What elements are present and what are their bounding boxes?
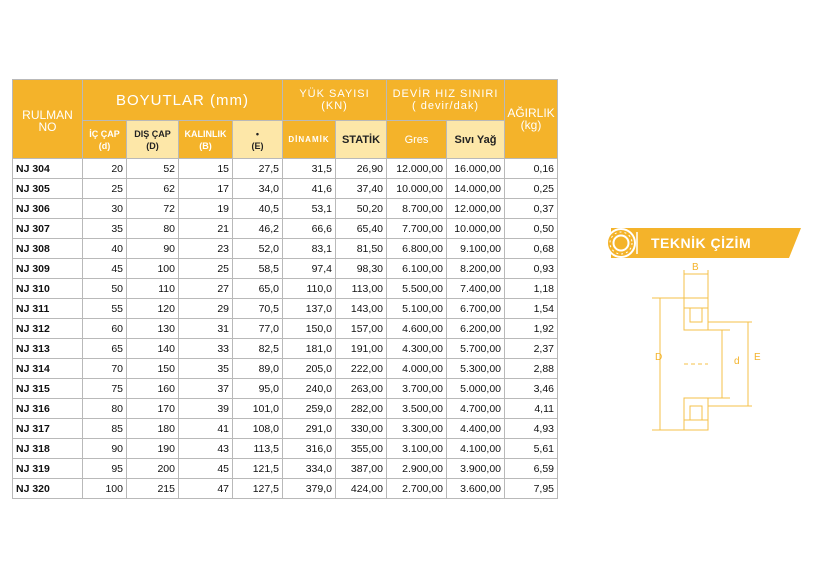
table-cell: 3.700,00 (387, 379, 447, 399)
bearing-name-cell: NJ 317 (13, 419, 83, 439)
label-outer-diameter: D (655, 352, 663, 363)
table-cell: 65,40 (336, 219, 387, 239)
table-cell: 41,6 (283, 179, 336, 199)
table-cell: 25 (179, 259, 233, 279)
table-cell: 66,6 (283, 219, 336, 239)
table-cell: 6.800,00 (387, 239, 447, 259)
table-cell: 0,37 (505, 199, 558, 219)
table-cell: 65,0 (233, 279, 283, 299)
table-cell: 60 (83, 319, 127, 339)
table-cell: 8.200,00 (447, 259, 505, 279)
table-cell: 15 (179, 159, 233, 179)
table-row (13, 459, 558, 479)
table-cell: 9.100,00 (447, 239, 505, 259)
table-cell: 6.200,00 (447, 319, 505, 339)
table-cell: 191,00 (336, 339, 387, 359)
table-cell: 70 (83, 359, 127, 379)
table-row (13, 299, 558, 319)
table-cell: 27 (179, 279, 233, 299)
header-yuk-sayisi: YÜK SAYISI (KN) (283, 80, 387, 121)
table-row (13, 179, 558, 199)
table-cell: 316,0 (283, 439, 336, 459)
table-row (13, 419, 558, 439)
table-cell: 27,5 (233, 159, 283, 179)
table-cell: 70,5 (233, 299, 283, 319)
table-cell: 4.300,00 (387, 339, 447, 359)
table-cell: 21 (179, 219, 233, 239)
table-cell: 47 (179, 479, 233, 499)
table-cell: 37 (179, 379, 233, 399)
table-cell: 20 (83, 159, 127, 179)
header-dinamik: DİNAMİK (283, 121, 336, 159)
table-cell: 43 (179, 439, 233, 459)
table-row (13, 319, 558, 339)
table-cell: 5.000,00 (447, 379, 505, 399)
table-cell: 33 (179, 339, 233, 359)
header-rulman-no: RULMAN NO (13, 80, 83, 159)
table-cell: 5.300,00 (447, 359, 505, 379)
table-row (13, 239, 558, 259)
table-cell: 1,54 (505, 299, 558, 319)
table-cell: 30 (83, 199, 127, 219)
table-cell: 160 (127, 379, 179, 399)
header-ic-cap: İÇ ÇAP (d) (83, 121, 127, 159)
table-cell: 10.000,00 (387, 179, 447, 199)
table-cell: 143,00 (336, 299, 387, 319)
header-statik: STATİK (336, 121, 387, 159)
table-row (13, 159, 558, 179)
bearing-name-cell: NJ 315 (13, 379, 83, 399)
table-cell: 65 (83, 339, 127, 359)
table-cell: 100 (83, 479, 127, 499)
table-cell: 150,0 (283, 319, 336, 339)
table-cell: 81,50 (336, 239, 387, 259)
table-cell: 110 (127, 279, 179, 299)
table-cell: 1,92 (505, 319, 558, 339)
table-cell: 113,5 (233, 439, 283, 459)
table-cell: 5.700,00 (447, 339, 505, 359)
table-cell: 180 (127, 419, 179, 439)
table-cell: 379,0 (283, 479, 336, 499)
table-cell: 2,88 (505, 359, 558, 379)
table-cell: 50,20 (336, 199, 387, 219)
table-cell: 4.600,00 (387, 319, 447, 339)
table-cell: 77,0 (233, 319, 283, 339)
table-cell: 16.000,00 (447, 159, 505, 179)
table-cell: 80 (127, 219, 179, 239)
table-cell: 37,40 (336, 179, 387, 199)
table-cell: 7.400,00 (447, 279, 505, 299)
bearing-name-cell: NJ 308 (13, 239, 83, 259)
table-cell: 3.100,00 (387, 439, 447, 459)
table-cell: 39 (179, 399, 233, 419)
table-cell: 222,00 (336, 359, 387, 379)
header-boyutlar: BOYUTLAR (mm) (83, 80, 283, 121)
table-cell: 98,30 (336, 259, 387, 279)
label-b: B (692, 262, 699, 273)
bearing-name-cell: NJ 304 (13, 159, 83, 179)
table-cell: 45 (83, 259, 127, 279)
table-cell: 2.700,00 (387, 479, 447, 499)
table-cell: 150 (127, 359, 179, 379)
table-cell: 137,0 (283, 299, 336, 319)
table-cell: 3.600,00 (447, 479, 505, 499)
table-cell: 95 (83, 459, 127, 479)
table-cell: 26,90 (336, 159, 387, 179)
table-cell: 17 (179, 179, 233, 199)
table-cell: 19 (179, 199, 233, 219)
table-cell: 108,0 (233, 419, 283, 439)
table-cell: 5,61 (505, 439, 558, 459)
table-cell: 130 (127, 319, 179, 339)
table-cell: 0,25 (505, 179, 558, 199)
table-cell: 83,1 (283, 239, 336, 259)
table-cell: 52,0 (233, 239, 283, 259)
table-row (13, 199, 558, 219)
table-cell: 53,1 (283, 199, 336, 219)
table-cell: 55 (83, 299, 127, 319)
table-cell: 0,50 (505, 219, 558, 239)
table-cell: 82,5 (233, 339, 283, 359)
table-cell: 90 (127, 239, 179, 259)
table-cell: 85 (83, 419, 127, 439)
teknik-cizim-badge (603, 228, 803, 258)
bearing-name-cell: NJ 316 (13, 399, 83, 419)
bearing-name-cell: NJ 320 (13, 479, 83, 499)
table-cell: 6.100,00 (387, 259, 447, 279)
badge-title: TEKNİK ÇİZİM (651, 235, 752, 251)
table-cell: 34,0 (233, 179, 283, 199)
table-cell: 355,00 (336, 439, 387, 459)
table-cell: 127,5 (233, 479, 283, 499)
table-cell: 121,5 (233, 459, 283, 479)
table-cell: 5.500,00 (387, 279, 447, 299)
bearing-spec-table (12, 79, 558, 499)
table-cell: 12.000,00 (447, 199, 505, 219)
header-dis-cap: DIŞ ÇAP (D) (127, 121, 179, 159)
table-row (13, 359, 558, 379)
table-cell: 41 (179, 419, 233, 439)
table-cell: 3,46 (505, 379, 558, 399)
table-cell: 4,11 (505, 399, 558, 419)
table-cell: 200 (127, 459, 179, 479)
header-devir-hiz: DEVİR HIZ SINIRI ( devir/dak) (387, 80, 505, 121)
table-row (13, 379, 558, 399)
table-cell: 31 (179, 319, 233, 339)
table-cell: 97,4 (283, 259, 336, 279)
label-inner-diameter: d (734, 356, 740, 367)
table-cell: 72 (127, 199, 179, 219)
bearing-name-cell: NJ 319 (13, 459, 83, 479)
technical-drawing (650, 262, 761, 436)
table-cell: 6.700,00 (447, 299, 505, 319)
table-cell: 101,0 (233, 399, 283, 419)
table-cell: 8.700,00 (387, 199, 447, 219)
table-cell: 10.000,00 (447, 219, 505, 239)
table-cell: 45 (179, 459, 233, 479)
table-cell: 50 (83, 279, 127, 299)
table-row (13, 279, 558, 299)
bearing-name-cell: NJ 310 (13, 279, 83, 299)
table-cell: 6,59 (505, 459, 558, 479)
table-row (13, 259, 558, 279)
header-e: • (E) (233, 121, 283, 159)
table-cell: 215 (127, 479, 179, 499)
bearing-name-cell: NJ 305 (13, 179, 83, 199)
table-cell: 181,0 (283, 339, 336, 359)
table-cell: 282,00 (336, 399, 387, 419)
table-cell: 2.900,00 (387, 459, 447, 479)
table-row (13, 399, 558, 419)
table-cell: 1,18 (505, 279, 558, 299)
table-body (13, 159, 558, 499)
table-cell: 205,0 (283, 359, 336, 379)
bearing-name-cell: NJ 311 (13, 299, 83, 319)
table-cell: 2,37 (505, 339, 558, 359)
table-cell: 263,00 (336, 379, 387, 399)
table-cell: 334,0 (283, 459, 336, 479)
table-cell: 0,68 (505, 239, 558, 259)
table-row (13, 439, 558, 459)
bearing-name-cell: NJ 314 (13, 359, 83, 379)
table-cell: 31,5 (283, 159, 336, 179)
bearing-name-cell: NJ 306 (13, 199, 83, 219)
table-cell: 89,0 (233, 359, 283, 379)
table-cell: 46,2 (233, 219, 283, 239)
table-cell: 58,5 (233, 259, 283, 279)
bearing-name-cell: NJ 312 (13, 319, 83, 339)
table-cell: 259,0 (283, 399, 336, 419)
table-cell: 110,0 (283, 279, 336, 299)
table-cell: 330,00 (336, 419, 387, 439)
table-row (13, 479, 558, 499)
table-row (13, 339, 558, 359)
table-cell: 90 (83, 439, 127, 459)
table-cell: 0,16 (505, 159, 558, 179)
table-cell: 170 (127, 399, 179, 419)
table-cell: 3.500,00 (387, 399, 447, 419)
table-cell: 29 (179, 299, 233, 319)
table-cell: 140 (127, 339, 179, 359)
table-cell: 4.400,00 (447, 419, 505, 439)
table-cell: 62 (127, 179, 179, 199)
header-agirlik: AĞIRLIK (kg) (505, 80, 558, 159)
header-kalinlik: KALINLIK (B) (179, 121, 233, 159)
header-gres: Gres (387, 121, 447, 159)
table-cell: 35 (83, 219, 127, 239)
table-cell: 4,93 (505, 419, 558, 439)
table-cell: 4.700,00 (447, 399, 505, 419)
table-cell: 7.700,00 (387, 219, 447, 239)
table-cell: 157,00 (336, 319, 387, 339)
table-cell: 95,0 (233, 379, 283, 399)
table-cell: 40 (83, 239, 127, 259)
table-cell: 0,93 (505, 259, 558, 279)
table-cell: 7,95 (505, 479, 558, 499)
bearing-name-cell: NJ 313 (13, 339, 83, 359)
table-cell: 240,0 (283, 379, 336, 399)
label-e: E (754, 352, 761, 363)
table-cell: 12.000,00 (387, 159, 447, 179)
table-cell: 3.900,00 (447, 459, 505, 479)
table-cell: 5.100,00 (387, 299, 447, 319)
table-cell: 35 (179, 359, 233, 379)
header-sivi-yag: Sıvı Yağ (447, 121, 505, 159)
table-cell: 23 (179, 239, 233, 259)
bearing-name-cell: NJ 307 (13, 219, 83, 239)
table-cell: 387,00 (336, 459, 387, 479)
table-cell: 4.100,00 (447, 439, 505, 459)
table-cell: 25 (83, 179, 127, 199)
table-cell: 190 (127, 439, 179, 459)
table-cell: 4.000,00 (387, 359, 447, 379)
table-cell: 40,5 (233, 199, 283, 219)
table-row (13, 219, 558, 239)
bearing-name-cell: NJ 318 (13, 439, 83, 459)
bearing-name-cell: NJ 309 (13, 259, 83, 279)
table-cell: 3.300,00 (387, 419, 447, 439)
table-cell: 113,00 (336, 279, 387, 299)
table-cell: 100 (127, 259, 179, 279)
table-cell: 424,00 (336, 479, 387, 499)
table-cell: 80 (83, 399, 127, 419)
table-cell: 14.000,00 (447, 179, 505, 199)
table-cell: 291,0 (283, 419, 336, 439)
table-cell: 75 (83, 379, 127, 399)
table-cell: 52 (127, 159, 179, 179)
table-cell: 120 (127, 299, 179, 319)
